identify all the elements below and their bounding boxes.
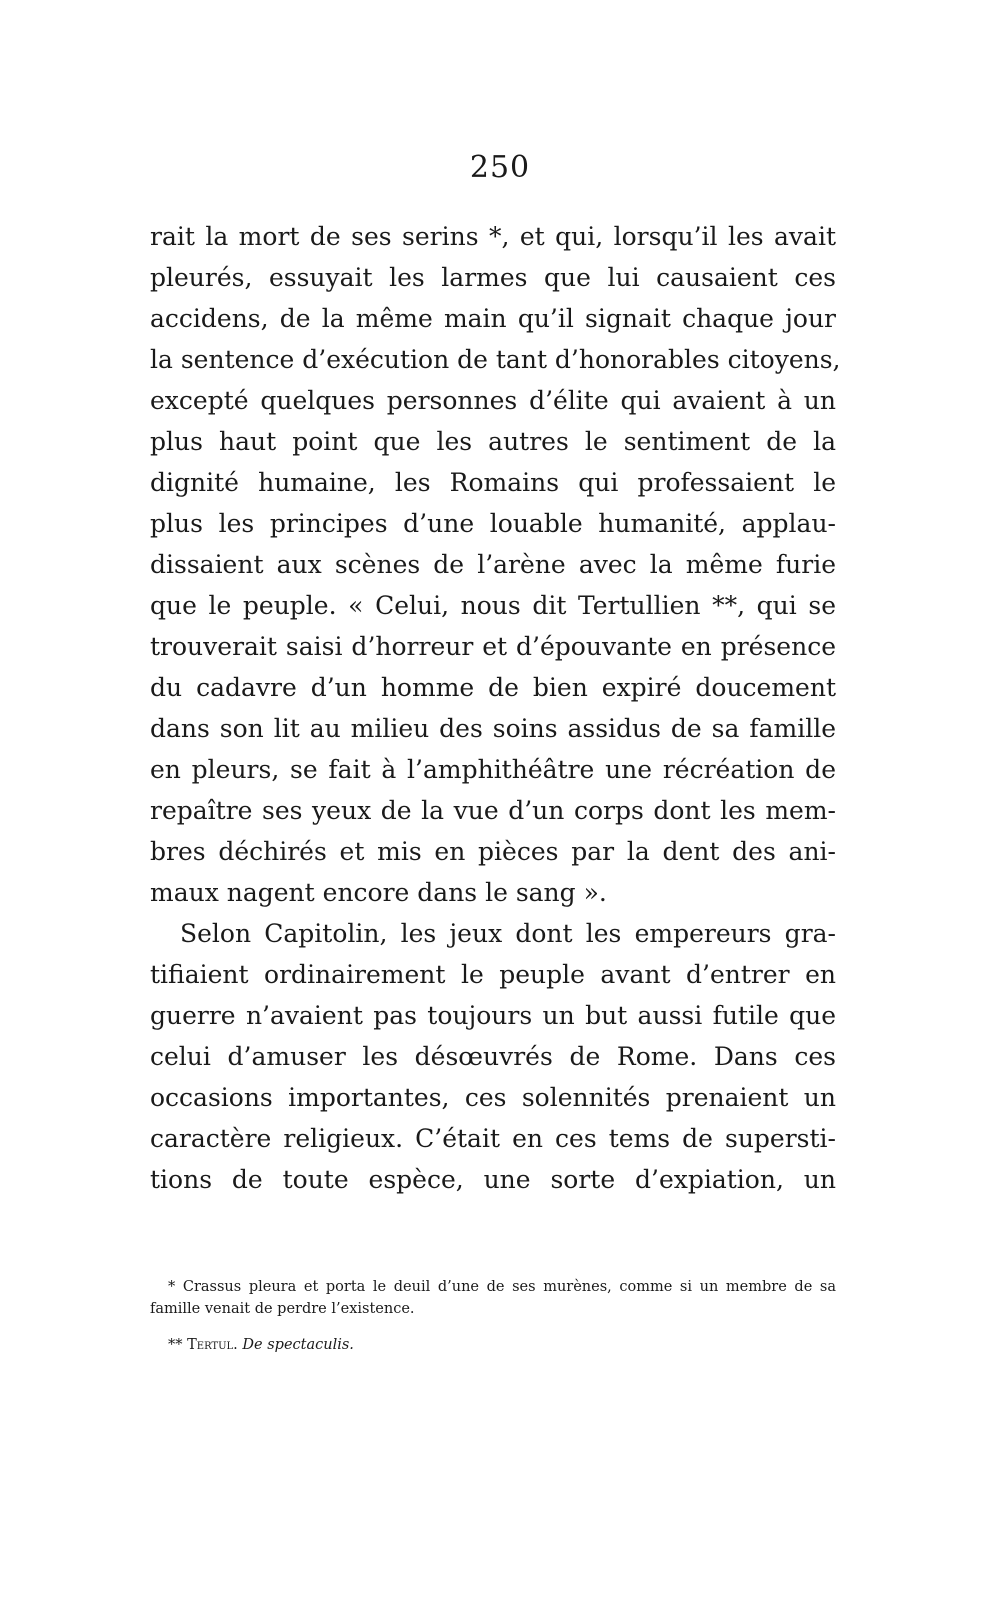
page-number: 250 [469,150,531,185]
text-line: du cadavre d’un homme de bien expiré doucement [150,673,836,702]
text-line: occasions importantes, ces solennités prenaient un [150,1083,836,1112]
text-line: tions de toute espèce, une sorte d’expiation, un [150,1165,836,1194]
footnote-2-title: De spectaculis. [242,1337,354,1353]
text-line: pleurés, essuyait les larmes que lui causaient ces [150,263,836,292]
text-line: dans son lit au milieu des soins assidus de sa famille [150,714,836,743]
text-line: Selon Capitolin, les jeux dont les empereurs gra- [180,919,836,948]
text-line: tifiaient ordinairement le peuple avant d’entrer en [150,960,836,989]
text-line: que le peuple. « Celui, nous dit Tertullien **, qui se [150,591,836,620]
footnote-2-author: Tertul. [187,1337,238,1353]
text-line: repaître ses yeux de la vue d’un corps dont les mem- [150,796,836,825]
text-line: dissaient aux scènes de l’arène avec la même furie [150,550,836,579]
text-line: celui d’amuser les désœuvrés de Rome. Dans ces [150,1042,836,1071]
footnote-1-line: famille venait de perdre l’existence. [150,1301,415,1317]
text-line: accidens, de la même main qu’il signait chaque jour [150,304,836,333]
body-text [150,216,841,1200]
text-line: maux nagent encore dans le sang ». [150,878,607,907]
text-line: bres déchirés et mis en pièces par la dent des ani- [150,837,836,866]
text-line: excepté quelques personnes d’élite qui avaient à un [150,386,836,415]
footnote-2-marker: ** [168,1337,188,1353]
text-line: trouverait saisi d’horreur et d’épouvante en présence [150,632,836,661]
text-line: caractère religieux. C’était en ces tems de supersti- [150,1124,836,1153]
footnote-2 [150,1334,836,1356]
footnotes [150,1276,836,1356]
footnote-spacer [150,1320,836,1334]
text-line: plus les principes d’une louable humanité, applau- [150,509,836,538]
text-line: en pleurs, se fait à l’amphithéâtre une récréation de [150,755,836,784]
text-line: guerre n’avaient pas toujours un but aussi futile que [150,1001,836,1030]
text-line: plus haut point que les autres le sentiment de la [150,427,836,456]
text-line: la sentence d’exécution de tant d’honorables citoyens, [150,345,841,374]
text-line: rait la mort de ses serins *, et qui, lorsqu’il les avait [150,222,836,251]
footnote-1-line: * Crassus pleura et porta le deuil d’une de ses murènes, comme si un membre de sa [168,1279,836,1295]
text-line: dignité humaine, les Romains qui professaient le [150,468,836,497]
